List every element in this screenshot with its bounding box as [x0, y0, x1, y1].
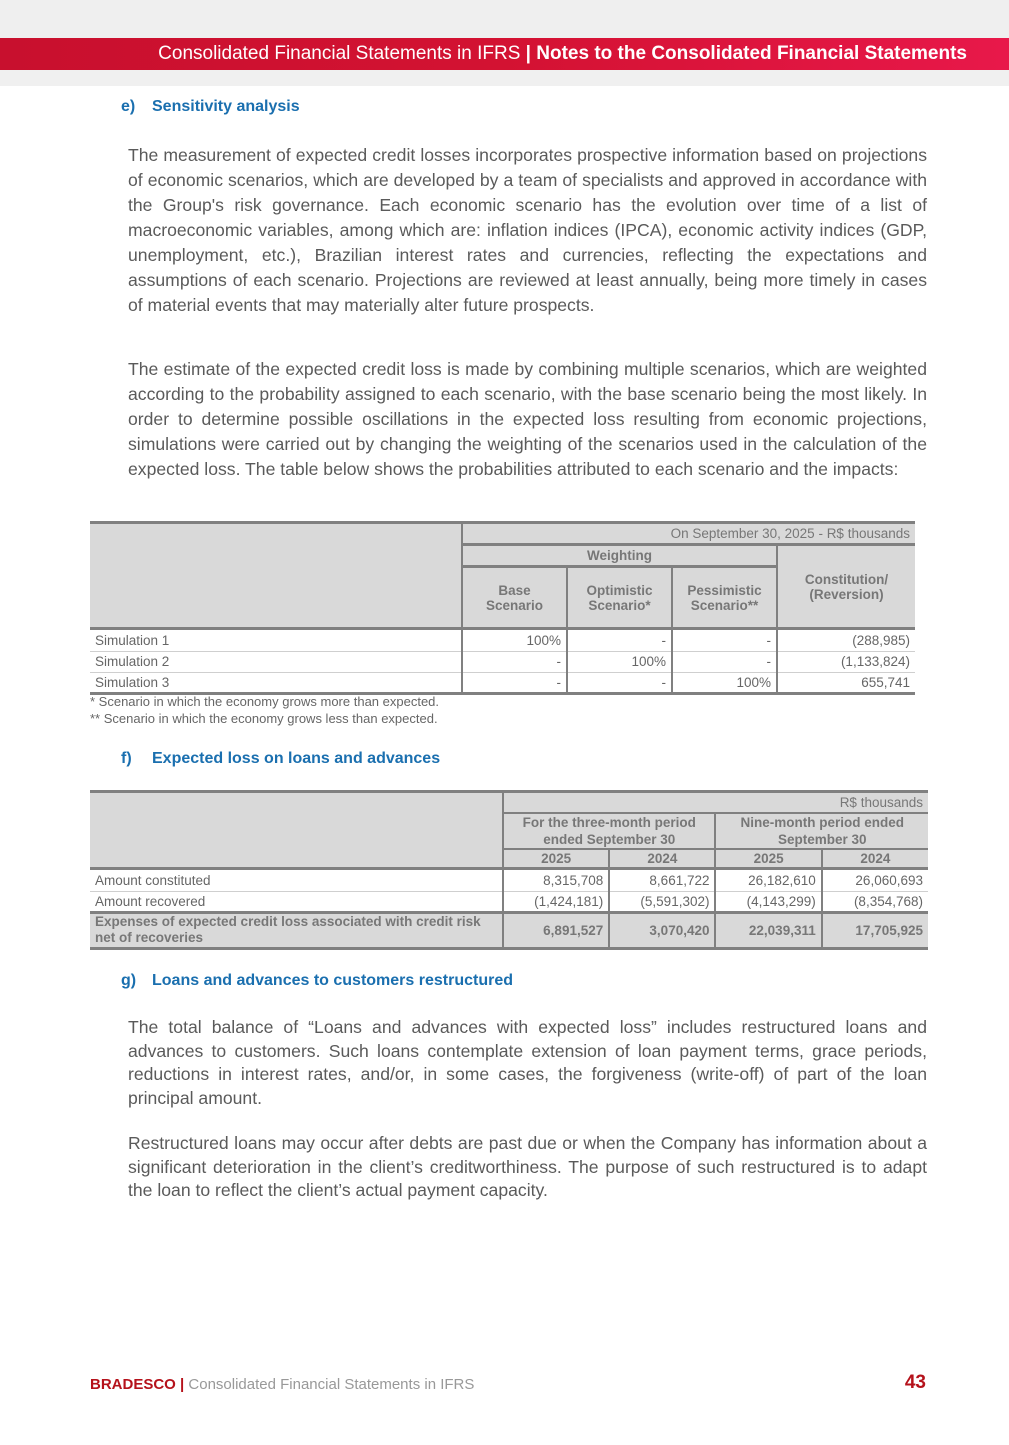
- column-header: Base Scenario: [462, 567, 567, 629]
- header-blank: [90, 523, 462, 629]
- cell: -: [672, 630, 777, 651]
- row-label: Expenses of expected credit loss associated with credit risk net of recoveries: [90, 912, 503, 948]
- section-g-heading: [121, 972, 513, 990]
- footnote: * Scenario in which the economy grows more than expected.: [90, 694, 440, 709]
- cell: 100%: [567, 651, 672, 672]
- cell: 17,705,925: [822, 912, 928, 948]
- cell: 22,039,311: [715, 912, 821, 948]
- period-header: For the three-month period ended September 30: [503, 813, 716, 849]
- row-label: Amount constituted: [90, 870, 503, 891]
- row-label: Simulation 2: [90, 651, 462, 672]
- cell: (1,424,181): [503, 891, 609, 912]
- cell: -: [567, 672, 672, 693]
- table-row: [90, 651, 915, 672]
- cell: -: [672, 651, 777, 672]
- cell: 655,741: [777, 672, 915, 693]
- cell: 8,661,722: [609, 870, 715, 891]
- page-number: 43: [904, 1372, 926, 1393]
- page-header-banner: [0, 38, 1009, 70]
- cell: (288,985): [777, 630, 915, 651]
- column-header: Constitution/ (Reversion): [777, 545, 915, 629]
- column-header: Optimistic Scenario*: [567, 567, 672, 629]
- section-letter: e): [121, 98, 136, 115]
- cell: -: [462, 672, 567, 693]
- footer-brand: BRADESCO: [90, 1376, 176, 1393]
- cell: -: [462, 651, 567, 672]
- cell: 6,891,527: [503, 912, 609, 948]
- year-header: 2025: [503, 849, 609, 869]
- section-f-heading: [121, 750, 440, 768]
- footer-text: Consolidated Financial Statements in IFRS: [188, 1376, 475, 1393]
- weighting-header: Weighting: [462, 545, 777, 567]
- header-underbar: [0, 70, 1009, 86]
- cell: (8,354,768): [822, 891, 928, 912]
- page-footer: [90, 1376, 474, 1393]
- cell: (4,143,299): [715, 891, 821, 912]
- table-row: [90, 891, 928, 912]
- cell: (5,591,302): [609, 891, 715, 912]
- top-margin: [0, 0, 1009, 38]
- sensitivity-table: [90, 521, 915, 695]
- paragraph: The estimate of the expected credit loss is made by combining multiple scenarios, which are weighted according to the probability assigned to each scenario, with the base scenario being the most likely. In order to determine possible oscillations in the expected loss resulting from economic projections, simulations were carried out by changing the weighting of the scenarios used in the calculation of the expected loss. The table below shows the probabilities attributed to each scenario and the impacts:: [128, 359, 927, 479]
- total-row: [90, 912, 928, 948]
- cell: 100%: [462, 630, 567, 651]
- cell: 8,315,708: [503, 870, 609, 891]
- year-header: 2024: [609, 849, 715, 869]
- section-e-heading: [121, 98, 300, 116]
- section-title: Sensitivity analysis: [152, 98, 300, 115]
- paragraph: Restructured loans may occur after debts are past due or when the Company has information about a significant deterioration in the client’s creditworthiness. The purpose of such restructured is to adapt the loan to reflect the client’s actual payment capacity.: [128, 1133, 927, 1200]
- table-row: [90, 630, 915, 651]
- section-title: Expected loss on loans and advances: [152, 750, 441, 767]
- period-header: Nine-month period ended September 30: [715, 813, 928, 849]
- header-title-bold: Notes to the Consolidated Financial Statements: [536, 43, 967, 64]
- table-row: [90, 672, 915, 693]
- section-letter: f): [121, 750, 132, 767]
- cell: 3,070,420: [609, 912, 715, 948]
- unit-label: On September 30, 2025 - R$ thousands: [462, 523, 915, 545]
- cell: 26,182,610: [715, 870, 821, 891]
- table-row: [90, 870, 928, 891]
- year-header: 2025: [715, 849, 821, 869]
- row-label: Simulation 3: [95, 674, 170, 690]
- section-title: Loans and advances to customers restructured: [152, 972, 513, 989]
- section-letter: g): [121, 972, 137, 989]
- unit-label: R$ thousands: [503, 792, 928, 813]
- cell: 26,060,693: [822, 870, 928, 891]
- paragraph: The measurement of expected credit losses incorporates prospective information based on projections of economic scenarios, which are developed by a team of specialists and approved in accordance with the Group's risk governance. Each economic scenario has the evolution over time of a list of macroeconomic variables, among which are: inflation indices (IPCA), economic activity indices (GDP, unemployment, etc.), Brazilian interest rates and currencies, reflecting the expectations and assumptions of each scenario. Projections are reviewed at least annually, being more timely in cases of material events that may materially alter future prospects.: [128, 145, 927, 315]
- cell: -: [567, 630, 672, 651]
- column-header: Pessimistic Scenario**: [672, 567, 777, 629]
- row-label: Simulation 1: [90, 630, 462, 651]
- cell: (1,133,824): [777, 651, 915, 672]
- header-blank: [90, 792, 503, 869]
- footnote: ** Scenario in which the economy grows less than expected.: [90, 711, 438, 726]
- header-separator: |: [520, 43, 537, 64]
- expected-loss-table: [90, 790, 928, 950]
- paragraph: The total balance of “Loans and advances with expected loss” includes restructured loans and advances to customers. Such loans contemplate extension of loan payment terms, grace periods, reductions in interest rates, and/or, in some cases, the forgiveness (write-off) of part of the loan principal amount.: [128, 1017, 927, 1108]
- row-label: Amount recovered: [95, 893, 206, 909]
- cell: 100%: [672, 672, 777, 693]
- year-header: 2024: [822, 849, 928, 869]
- header-title-light: Consolidated Financial Statements in IFRS: [158, 43, 521, 64]
- footer-separator: |: [175, 1376, 189, 1393]
